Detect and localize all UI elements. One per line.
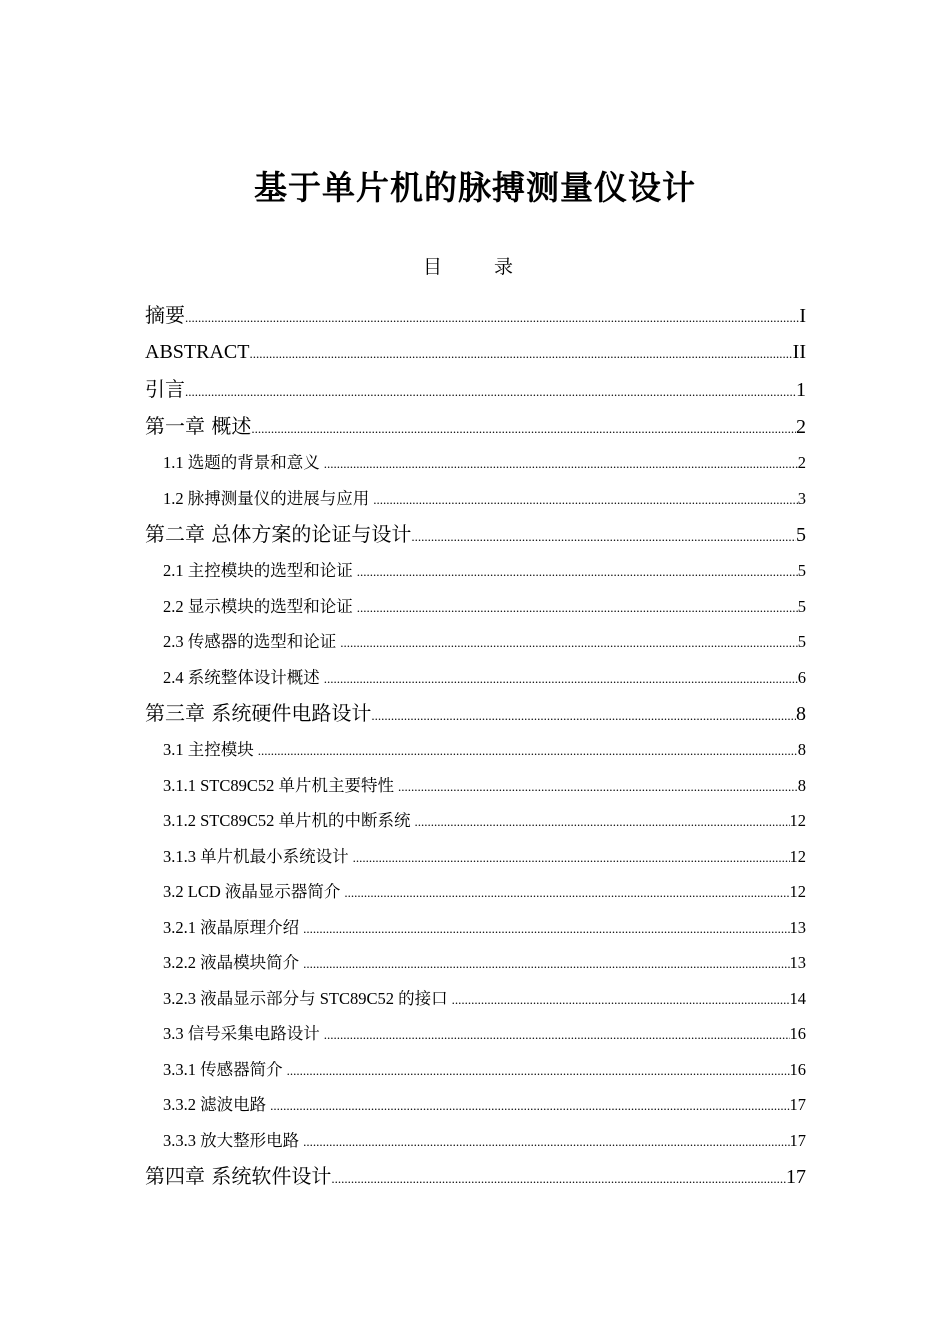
toc-page-number: 3 <box>797 488 806 508</box>
toc-page-number: II <box>792 341 806 363</box>
toc-entry-title: 1.1 选题的背景和意义 <box>163 453 320 472</box>
toc-dot-leader <box>373 482 798 518</box>
toc-dot-leader <box>357 590 798 626</box>
toc-dot-leader <box>340 625 798 661</box>
toc-page-number: 13 <box>789 953 806 972</box>
toc-page-number: 2 <box>797 453 806 472</box>
toc-page-number: 17 <box>789 1095 806 1114</box>
toc-dot-leader <box>185 373 796 410</box>
toc-entry-title: 3.2 LCD 液晶显示器简介 <box>163 882 341 901</box>
toc-entry-title: 摘要 <box>145 303 185 327</box>
toc-dot-leader <box>303 946 789 982</box>
toc-page-number: 8 <box>796 703 806 725</box>
toc-page-number: 16 <box>789 1059 806 1079</box>
toc-dot-leader <box>411 518 796 555</box>
toc-section-entry[interactable] <box>145 874 806 910</box>
toc-section-entry[interactable] <box>145 445 806 481</box>
toc-section-entry[interactable] <box>145 1016 806 1052</box>
toc-page-number: 12 <box>789 882 806 901</box>
table-of-contents <box>145 297 806 1195</box>
toc-page-number: 14 <box>789 988 806 1008</box>
toc-page-number: 5 <box>797 596 806 616</box>
toc-entry-title: 引言 <box>145 377 185 401</box>
toc-section-entry[interactable] <box>145 481 806 517</box>
toc-section-entry[interactable] <box>145 981 806 1017</box>
toc-entry-title: 2.3 传感器的选型和论证 <box>163 632 337 651</box>
toc-entry-title: 2.1 主控模块的选型和论证 <box>163 561 353 580</box>
toc-chapter-entry[interactable] <box>145 408 806 445</box>
document-title: 基于单片机的脉搏测量仪设计 <box>254 168 696 207</box>
toc-chapter-entry[interactable] <box>145 297 806 334</box>
toc-chapter-entry[interactable] <box>145 371 806 408</box>
toc-section-entry[interactable] <box>145 910 806 946</box>
toc-entry-title: 3.3 信号采集电路设计 <box>163 1024 320 1043</box>
toc-page-number: 17 <box>789 1130 806 1150</box>
toc-heading: 目 录 <box>422 256 528 278</box>
toc-page-number: 8 <box>797 740 806 759</box>
toc-chapter-entry[interactable] <box>145 516 806 553</box>
toc-chapter-entry[interactable] <box>145 1158 806 1195</box>
toc-entry-title: 3.1 主控模块 <box>163 740 254 759</box>
toc-entry-title: 3.1.1 STC89C52 单片机主要特性 <box>163 775 395 795</box>
toc-page-number: 13 <box>789 917 806 937</box>
toc-section-entry[interactable] <box>145 803 806 839</box>
toc-dot-leader <box>324 1017 790 1053</box>
toc-dot-leader <box>258 733 798 769</box>
toc-page-number: 6 <box>797 667 806 687</box>
toc-entry-title: 3.3.2 滤波电路 <box>163 1095 267 1114</box>
toc-entry-title: ABSTRACT <box>145 341 250 363</box>
toc-page-number: 16 <box>789 1024 806 1043</box>
toc-section-entry[interactable] <box>145 553 806 589</box>
toc-dot-leader <box>371 697 796 734</box>
toc-dot-leader <box>398 769 798 805</box>
toc-entry-title: 3.1.3 单片机最小系统设计 <box>163 846 349 866</box>
toc-section-entry[interactable] <box>145 945 806 981</box>
toc-entry-title: 3.2.1 液晶原理介绍 <box>163 917 300 937</box>
toc-entry-title: 3.3.1 传感器简介 <box>163 1059 283 1079</box>
toc-entry-title: 第三章 系统硬件电路设计 <box>145 701 372 725</box>
toc-dot-leader <box>287 1053 790 1089</box>
toc-chapter-entry[interactable] <box>145 334 806 371</box>
toc-page-number: I <box>799 305 806 327</box>
toc-dot-leader <box>344 875 789 911</box>
toc-section-entry[interactable] <box>145 1052 806 1088</box>
toc-entry-title: 2.2 显示模块的选型和论证 <box>163 596 353 616</box>
toc-dot-leader <box>357 554 798 590</box>
toc-section-entry[interactable] <box>145 624 806 660</box>
toc-section-entry[interactable] <box>145 589 806 625</box>
toc-entry-title: 第四章 系统软件设计 <box>145 1164 332 1188</box>
toc-dot-leader <box>303 1124 789 1160</box>
toc-dot-leader <box>415 804 790 840</box>
toc-entry-title: 2.4 系统整体设计概述 <box>163 667 320 687</box>
toc-page-number: 12 <box>789 846 806 866</box>
toc-section-entry[interactable] <box>145 1087 806 1123</box>
toc-page-number: 2 <box>796 416 806 438</box>
toc-entry-title: 3.2.2 液晶模块简介 <box>163 953 300 972</box>
toc-section-entry[interactable] <box>145 732 806 768</box>
toc-entry-title: 3.1.2 STC89C52 单片机的中断系统 <box>163 811 411 830</box>
toc-section-entry[interactable] <box>145 1123 806 1159</box>
toc-page-number: 5 <box>797 561 806 580</box>
toc-page-number: 17 <box>786 1166 806 1188</box>
toc-entry-title: 1.2 脉搏测量仪的进展与应用 <box>163 488 370 508</box>
toc-dot-leader <box>270 1088 789 1124</box>
toc-entry-title: 第一章 概述 <box>145 414 252 438</box>
toc-page-number: 8 <box>797 775 806 795</box>
toc-dot-leader <box>303 911 789 947</box>
toc-dot-leader <box>353 840 790 876</box>
toc-entry-title: 3.2.3 液晶显示部分与 STC89C52 的接口 <box>163 988 448 1008</box>
toc-entry-title: 第二章 总体方案的论证与设计 <box>145 522 412 546</box>
toc-page-number: 5 <box>797 632 806 651</box>
toc-section-entry[interactable] <box>145 839 806 875</box>
toc-dot-leader <box>452 982 790 1018</box>
toc-dot-leader <box>331 1160 786 1197</box>
toc-page-number: 1 <box>796 379 806 401</box>
toc-chapter-entry[interactable] <box>145 695 806 732</box>
toc-dot-leader <box>251 410 796 447</box>
toc-dot-leader <box>324 446 798 482</box>
toc-page-number: 5 <box>796 524 806 546</box>
toc-entry-title: 3.3.3 放大整形电路 <box>163 1130 300 1150</box>
toc-dot-leader <box>249 335 792 372</box>
toc-dot-leader <box>185 299 799 336</box>
toc-dot-leader <box>324 661 798 697</box>
toc-page-number: 12 <box>789 811 806 830</box>
toc-section-entry[interactable] <box>145 768 806 804</box>
toc-section-entry[interactable] <box>145 660 806 696</box>
